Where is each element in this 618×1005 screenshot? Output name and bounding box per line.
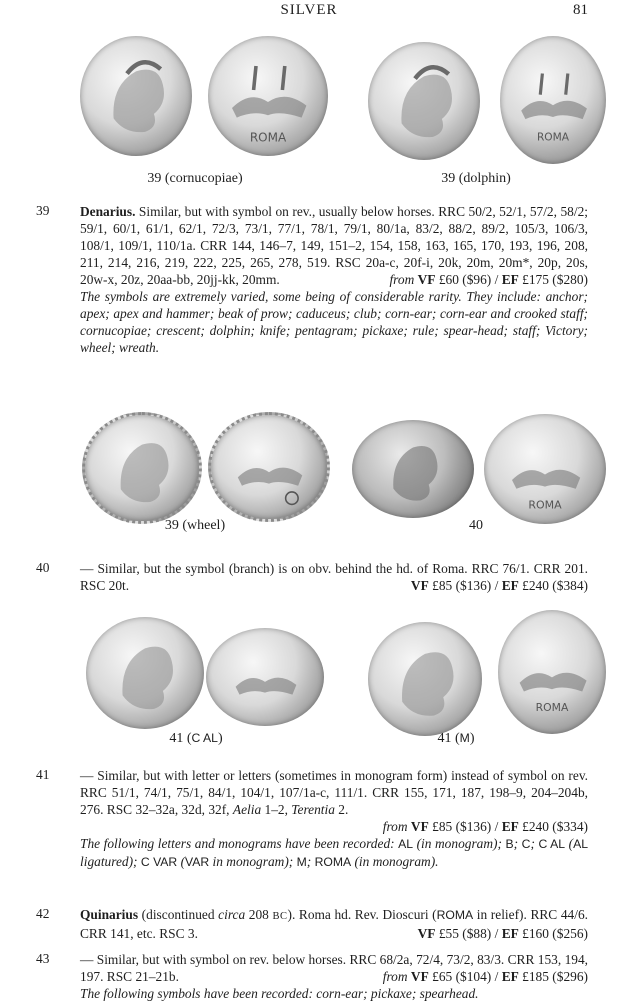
entry-note: The symbols are extremely varied, some being of considerable rarity. They include: anchor; apex; apex and hammer; beak of prow; caduceus; club; corn-ear; corn-ear and crooked staff; cornucopiae; crescent; dolphin; knife; pentagram; pickaxe; rule; spear-head; staff; Victory; wheel; wreath. bbox=[80, 289, 588, 355]
roma-head-icon bbox=[368, 622, 482, 736]
entry-40 bbox=[80, 560, 588, 594]
entry-number: 39 bbox=[36, 203, 50, 218]
entry-note: The following letters and monograms have been recorded: AL (in monogram); B; C; C AL (AL ligatured); C VAR (VAR in monogram); M; ROMA (in monogram). bbox=[80, 836, 588, 869]
roma-head-icon bbox=[352, 420, 474, 518]
figure-caption: 39 (dolphin) bbox=[441, 171, 511, 186]
entry-41: — Similar, but with letter or letters (sometimes in monogram form) instead of symbol on rev. RRC 51/1, 74/1, 75/1, 84/1, 104/1, 107/1a-c, 111/1. CRR 155, 171, 187, 198–9, 204–204b, 276. RSC 32–32a, 32d, 32f, Aelia 1–2, Terentia 2. from VF £85 ($136) / EF £240 ($334) The following letters and monograms have been recorded: AL (in monogram); B; C; C AL (AL ligatured); C VAR (VAR in monogram); M; ROMA (in monogram). bbox=[80, 768, 588, 869]
entry-39 bbox=[80, 203, 588, 356]
dioscuri-horsemen-icon bbox=[208, 36, 328, 156]
coin-reverse-wheel bbox=[208, 412, 330, 522]
running-header: SILVER bbox=[280, 2, 338, 18]
price-line: from VF £65 ($104) / EF £185 ($296) bbox=[382, 969, 588, 984]
entry-43: — Similar, but with symbol on rev. below horses. RRC 68/2a, 72/4, 73/2, 83/3. CRR 153, 194, 197. RSC 21–21b. from VF £65 ($104) / EF £185 ($296) The following symbols have been recorded: corn-ear; pickaxe; spearhead. bbox=[80, 952, 588, 1001]
coin-reverse-40 bbox=[484, 414, 606, 524]
coin-reverse-41-cal bbox=[206, 628, 324, 726]
coin-obverse-41-cal bbox=[86, 617, 204, 729]
entry-text: Similar, but with symbol on rev., usually below horses. RRC 50/2, 52/1, 57/2, 58/2; 59/1, 60/1, 61/1, 62/1, 72/3, 73/1, 77/1, 78/1, 79/1, 80/1a, 83/2, 88/2, 89/2, 105/3, 106/3, 108/1, 109/1, 110/1a. CRR 144, 146–7, 149, 151–2, 154, 158, 163, 165, 170, 193, 196, 208, 211, 214, 216, 219, 222, 225, 265, 278, 519. RSC 20a-c, 20f-i, 20k, 20m, 20m*, 20p, 20s, 20w-x, 20z, 20aa-bb, 20jj-kk, 20mm. bbox=[80, 204, 588, 287]
dioscuri-horsemen-icon bbox=[484, 414, 606, 524]
coin-obverse-wheel bbox=[82, 412, 202, 524]
entry-number: 40 bbox=[36, 560, 50, 575]
svg-text:ROMA: ROMA bbox=[249, 130, 287, 145]
entry-text: — Similar, but the symbol (branch) is on obv. behind the hd. of Roma. RRC 76/1. CRR 201. RSC 20t. bbox=[80, 561, 588, 593]
price-line: VF £85 ($136) / EF £240 ($384) bbox=[410, 578, 588, 593]
svg-text:ROMA: ROMA bbox=[535, 700, 569, 714]
page-number: 81 bbox=[573, 2, 588, 18]
svg-text:ROMA: ROMA bbox=[528, 498, 562, 512]
coin-obverse-41-m bbox=[368, 622, 482, 736]
coin-obverse-dolphin bbox=[368, 42, 480, 160]
coin-obverse-cornucopiae bbox=[80, 36, 192, 156]
price-line: from VF £60 ($96) / EF £175 ($280) bbox=[389, 272, 588, 287]
entry-number: 41 bbox=[36, 767, 50, 782]
coin-reverse-41-m bbox=[498, 610, 606, 734]
svg-text:ROMA: ROMA bbox=[536, 131, 570, 144]
roma-head-icon bbox=[368, 42, 480, 160]
coin-reverse-dolphin bbox=[500, 36, 606, 164]
dioscuri-horsemen-icon bbox=[206, 628, 324, 726]
figure-caption: 39 (cornucopiae) bbox=[147, 171, 243, 186]
figure-caption: 39 (wheel) bbox=[164, 518, 226, 533]
roma-head-icon bbox=[85, 415, 199, 521]
dioscuri-horsemen-icon bbox=[211, 415, 327, 519]
entry-number: 43 bbox=[36, 951, 50, 966]
entry-42: Quinarius (discontinued circa 208 BC). Roma hd. Rev. Dioscuri (ROMA in relief). RRC 44/6. CRR 141, etc. RSC 3. VF £55 ($88) / EF £160 ($256) bbox=[80, 907, 588, 941]
coin-reverse-cornucopiae bbox=[208, 36, 328, 156]
dioscuri-horsemen-icon bbox=[500, 36, 606, 164]
dioscuri-horsemen-icon bbox=[498, 610, 606, 734]
roma-head-icon bbox=[80, 36, 192, 156]
figure-caption: 41 (C AL) bbox=[169, 731, 223, 746]
coin-obverse-40 bbox=[352, 420, 474, 518]
price-line: from VF £85 ($136) / EF £240 ($334) bbox=[382, 819, 588, 834]
figure-caption: 41 (M) bbox=[437, 731, 475, 746]
entry-note: The following symbols have been recorded: corn-ear; pickaxe; spearhead. bbox=[80, 986, 479, 1001]
entry-number: 42 bbox=[36, 906, 50, 921]
entry-title: Denarius. bbox=[80, 204, 136, 219]
figure-caption: 40 bbox=[469, 518, 483, 533]
price-line: VF £55 ($88) / EF £160 ($256) bbox=[417, 926, 588, 941]
roma-head-icon bbox=[86, 617, 204, 729]
